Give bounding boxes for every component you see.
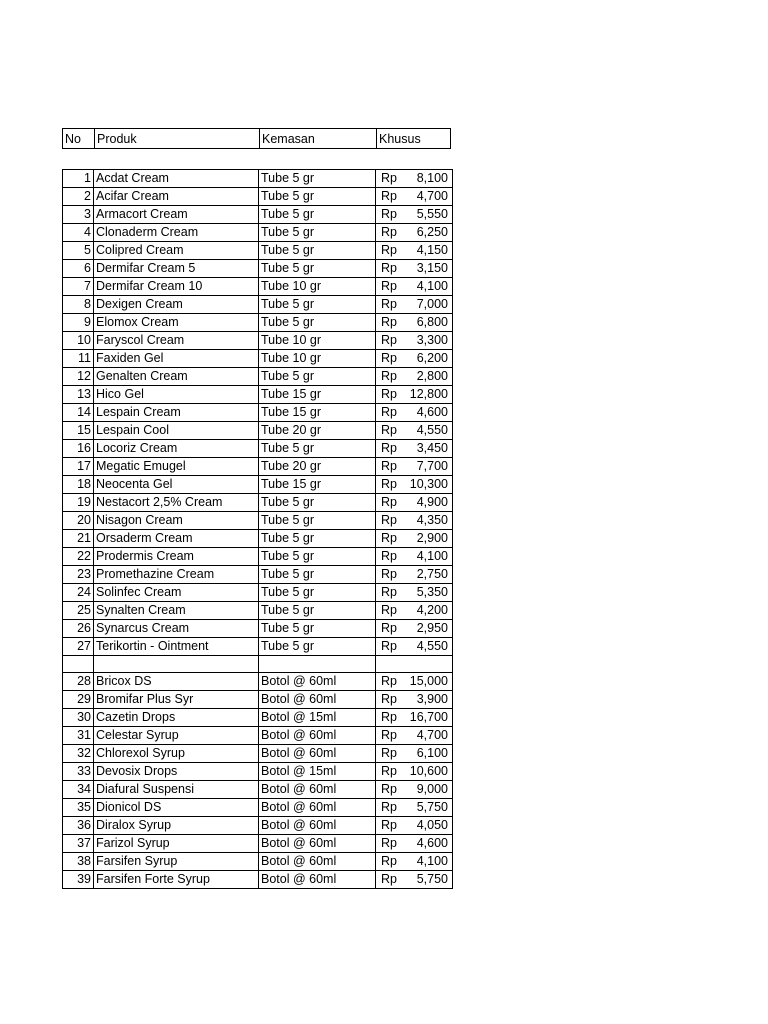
table-row	[63, 296, 453, 314]
header-khusus: Khusus	[376, 129, 450, 148]
table-row	[63, 799, 453, 817]
cell-no[interactable]: 7	[63, 278, 94, 296]
table-row	[63, 350, 453, 368]
cell-kemasan[interactable]: Tube 5 gr	[259, 206, 376, 224]
cell-produk[interactable]: Orsaderm Cream	[94, 530, 259, 548]
cell-khusus[interactable]	[376, 638, 453, 656]
cell-kemasan[interactable]: Botol @ 60ml	[259, 799, 376, 817]
cell-khusus[interactable]	[376, 404, 453, 422]
cell-kemasan[interactable]: Botol @ 60ml	[259, 691, 376, 709]
cell-no[interactable]: 23	[63, 566, 94, 584]
price-value: 4,550	[416, 423, 448, 437]
table-row	[63, 709, 453, 727]
cell-kemasan[interactable]: Botol @ 15ml	[259, 709, 376, 727]
cell-khusus[interactable]	[376, 494, 453, 512]
cell-khusus[interactable]	[376, 781, 453, 799]
cell-no[interactable]: 2	[63, 188, 94, 206]
cell-khusus[interactable]	[376, 440, 453, 458]
cell-no[interactable]: 16	[63, 440, 94, 458]
table-row	[63, 224, 453, 242]
cell-khusus[interactable]	[376, 296, 453, 314]
cell-kemasan[interactable]	[259, 656, 376, 673]
cell-khusus[interactable]	[376, 584, 453, 602]
price-value: 4,100	[416, 279, 448, 293]
currency-label: Rp	[381, 782, 397, 797]
table-row	[63, 584, 453, 602]
cell-kemasan[interactable]: Tube 5 gr	[259, 620, 376, 638]
price-value: 4,350	[416, 513, 448, 527]
price-value: 3,150	[416, 261, 448, 275]
currency-label: Rp	[381, 441, 397, 455]
currency-label: Rp	[381, 728, 397, 743]
cell-no[interactable]: 24	[63, 584, 94, 602]
cell-khusus[interactable]	[376, 709, 453, 727]
cell-khusus[interactable]	[376, 458, 453, 476]
price-value: 4,700	[416, 189, 448, 203]
cell-produk[interactable]: Prodermis Cream	[94, 548, 259, 566]
cell-khusus[interactable]	[376, 170, 453, 188]
currency-label: Rp	[381, 603, 397, 617]
cell-kemasan[interactable]: Tube 5 gr	[259, 602, 376, 620]
currency-label: Rp	[381, 423, 397, 437]
table-row	[63, 763, 453, 781]
cell-kemasan[interactable]: Tube 5 gr	[259, 512, 376, 530]
currency-label: Rp	[381, 585, 397, 599]
currency-label: Rp	[381, 261, 397, 275]
table-row	[63, 745, 453, 763]
currency-label: Rp	[381, 800, 397, 815]
table-row	[63, 368, 453, 386]
cell-produk[interactable]: Promethazine Cream	[94, 566, 259, 584]
price-value: 4,600	[416, 405, 448, 419]
cell-no[interactable]: 34	[63, 781, 94, 799]
table-row	[63, 494, 453, 512]
cell-no[interactable]: 19	[63, 494, 94, 512]
cell-no[interactable]: 25	[63, 602, 94, 620]
currency-label: Rp	[381, 621, 397, 635]
cell-produk[interactable]: Bricox DS	[94, 673, 259, 691]
cell-produk[interactable]: Synalten Cream	[94, 602, 259, 620]
table-row	[63, 386, 453, 404]
table-row	[63, 458, 453, 476]
price-value: 2,900	[416, 531, 448, 545]
price-value: 2,950	[416, 621, 448, 635]
currency-label: Rp	[381, 369, 397, 383]
cell-produk[interactable]: Faryscol Cream	[94, 332, 259, 350]
cell-khusus[interactable]	[376, 548, 453, 566]
price-value: 4,150	[416, 243, 448, 257]
price-value: 5,550	[416, 207, 448, 221]
cell-kemasan[interactable]: Tube 5 gr	[259, 440, 376, 458]
table-header	[62, 128, 451, 149]
currency-label: Rp	[381, 674, 397, 689]
price-value: 6,250	[416, 225, 448, 239]
cell-produk[interactable]: Dermifar Cream 10	[94, 278, 259, 296]
price-value: 2,750	[416, 567, 448, 581]
cell-no[interactable]: 18	[63, 476, 94, 494]
cell-no[interactable]: 30	[63, 709, 94, 727]
cell-khusus[interactable]	[376, 602, 453, 620]
cell-khusus[interactable]	[376, 673, 453, 691]
cell-khusus[interactable]	[376, 512, 453, 530]
cell-khusus[interactable]	[376, 763, 453, 781]
currency-label: Rp	[381, 513, 397, 527]
cell-kemasan[interactable]: Botol @ 60ml	[259, 835, 376, 853]
cell-no[interactable]: 3	[63, 206, 94, 224]
cell-no[interactable]: 5	[63, 242, 94, 260]
table-row	[63, 314, 453, 332]
cell-kemasan[interactable]: Botol @ 60ml	[259, 871, 376, 889]
cell-khusus[interactable]	[376, 350, 453, 368]
cell-kemasan[interactable]: Tube 20 gr	[259, 422, 376, 440]
cell-no[interactable]: 1	[63, 170, 94, 188]
currency-label: Rp	[381, 872, 397, 887]
cell-kemasan[interactable]: Tube 5 gr	[259, 494, 376, 512]
price-value: 3,900	[416, 692, 448, 707]
cell-kemasan[interactable]: Tube 5 gr	[259, 584, 376, 602]
cell-produk[interactable]: Farizol Syrup	[94, 835, 259, 853]
table-row	[63, 440, 453, 458]
cell-no[interactable]: 8	[63, 296, 94, 314]
cell-no[interactable]: 29	[63, 691, 94, 709]
currency-label: Rp	[381, 854, 397, 869]
cell-khusus[interactable]	[376, 799, 453, 817]
cell-kemasan[interactable]: Botol @ 15ml	[259, 763, 376, 781]
cell-kemasan[interactable]: Botol @ 60ml	[259, 745, 376, 763]
currency-label: Rp	[381, 387, 397, 401]
cell-kemasan[interactable]: Tube 10 gr	[259, 350, 376, 368]
table-row	[63, 548, 453, 566]
cell-kemasan[interactable]: Tube 10 gr	[259, 278, 376, 296]
cell-no[interactable]: 37	[63, 835, 94, 853]
currency-label: Rp	[381, 531, 397, 545]
currency-label: Rp	[381, 836, 397, 851]
currency-label: Rp	[381, 297, 397, 311]
cell-produk[interactable]: Genalten Cream	[94, 368, 259, 386]
currency-label: Rp	[381, 459, 397, 473]
price-value: 7,700	[416, 459, 448, 473]
currency-label: Rp	[381, 549, 397, 563]
cell-produk[interactable]	[94, 656, 259, 673]
currency-label: Rp	[381, 639, 397, 653]
cell-produk[interactable]: Cazetin Drops	[94, 709, 259, 727]
header-produk: Produk	[94, 129, 259, 148]
table-row	[63, 332, 453, 350]
table-row	[63, 817, 453, 835]
cell-khusus[interactable]	[376, 817, 453, 835]
cell-kemasan[interactable]: Botol @ 60ml	[259, 817, 376, 835]
cell-produk[interactable]: Acdat Cream	[94, 170, 259, 188]
cell-kemasan[interactable]: Tube 5 gr	[259, 170, 376, 188]
table-row	[63, 260, 453, 278]
currency-label: Rp	[381, 333, 397, 347]
currency-label: Rp	[381, 746, 397, 761]
table-row	[63, 242, 453, 260]
cell-produk[interactable]: Lespain Cool	[94, 422, 259, 440]
cell-khusus[interactable]	[376, 224, 453, 242]
cell-no[interactable]: 33	[63, 763, 94, 781]
cell-khusus[interactable]	[376, 530, 453, 548]
cell-khusus[interactable]	[376, 745, 453, 763]
price-value: 10,300	[409, 477, 448, 491]
cell-khusus[interactable]	[376, 566, 453, 584]
cell-produk[interactable]: Lespain Cream	[94, 404, 259, 422]
table-row	[63, 530, 453, 548]
cell-khusus[interactable]	[376, 476, 453, 494]
currency-label: Rp	[381, 351, 397, 365]
price-value: 5,750	[416, 800, 448, 815]
cell-produk[interactable]: Solinfec Cream	[94, 584, 259, 602]
cell-no[interactable]: 4	[63, 224, 94, 242]
table-row	[63, 638, 453, 656]
table-row	[63, 620, 453, 638]
cell-no[interactable]	[63, 656, 94, 673]
price-value: 4,100	[416, 549, 448, 563]
table-row	[63, 188, 453, 206]
currency-label: Rp	[381, 207, 397, 221]
cell-kemasan[interactable]: Botol @ 60ml	[259, 853, 376, 871]
price-value: 12,800	[409, 387, 448, 401]
price-value: 16,700	[409, 710, 448, 725]
table-row	[63, 512, 453, 530]
cell-produk[interactable]: Clonaderm Cream	[94, 224, 259, 242]
cell-khusus[interactable]	[376, 242, 453, 260]
cell-khusus[interactable]	[376, 188, 453, 206]
cell-kemasan[interactable]: Tube 5 gr	[259, 566, 376, 584]
price-value: 3,300	[416, 333, 448, 347]
header-no: No	[65, 131, 81, 146]
cell-no[interactable]: 28	[63, 673, 94, 691]
cell-produk[interactable]: Nisagon Cream	[94, 512, 259, 530]
cell-no[interactable]: 31	[63, 727, 94, 745]
cell-khusus[interactable]	[376, 422, 453, 440]
table-row	[63, 781, 453, 799]
currency-label: Rp	[381, 243, 397, 257]
product-table	[62, 169, 453, 889]
cell-no[interactable]: 39	[63, 871, 94, 889]
cell-khusus[interactable]	[376, 835, 453, 853]
currency-label: Rp	[381, 764, 397, 779]
cell-no[interactable]: 13	[63, 386, 94, 404]
cell-kemasan[interactable]: Tube 5 gr	[259, 638, 376, 656]
price-value: 7,000	[416, 297, 448, 311]
cell-produk[interactable]: Chlorexol Syrup	[94, 745, 259, 763]
price-value: 10,600	[409, 764, 448, 779]
table-row	[63, 422, 453, 440]
table-row	[63, 673, 453, 691]
price-value: 3,450	[416, 441, 448, 455]
cell-no[interactable]: 9	[63, 314, 94, 332]
currency-label: Rp	[381, 225, 397, 239]
table-row	[63, 727, 453, 745]
cell-no[interactable]: 14	[63, 404, 94, 422]
price-value: 5,750	[416, 872, 448, 887]
cell-khusus[interactable]	[376, 206, 453, 224]
cell-kemasan[interactable]: Tube 15 gr	[259, 404, 376, 422]
cell-produk[interactable]: Faxiden Gel	[94, 350, 259, 368]
cell-khusus[interactable]	[376, 691, 453, 709]
price-value: 9,000	[416, 782, 448, 797]
cell-no[interactable]: 15	[63, 422, 94, 440]
price-value: 4,050	[416, 818, 448, 833]
cell-kemasan[interactable]: Tube 15 gr	[259, 386, 376, 404]
table-row	[63, 566, 453, 584]
currency-label: Rp	[381, 315, 397, 329]
price-value: 6,100	[416, 746, 448, 761]
product-table-body	[63, 170, 453, 889]
cell-kemasan[interactable]: Tube 5 gr	[259, 548, 376, 566]
currency-label: Rp	[381, 567, 397, 581]
cell-kemasan[interactable]: Tube 10 gr	[259, 332, 376, 350]
cell-produk[interactable]: Farsifen Forte Syrup	[94, 871, 259, 889]
cell-kemasan[interactable]: Tube 5 gr	[259, 260, 376, 278]
table-row	[63, 835, 453, 853]
price-value: 2,800	[416, 369, 448, 383]
cell-kemasan[interactable]: Tube 5 gr	[259, 296, 376, 314]
cell-khusus[interactable]	[376, 314, 453, 332]
cell-produk[interactable]: Acifar Cream	[94, 188, 259, 206]
cell-no[interactable]: 38	[63, 853, 94, 871]
currency-label: Rp	[381, 171, 397, 185]
table-row	[63, 602, 453, 620]
cell-no[interactable]: 6	[63, 260, 94, 278]
cell-no[interactable]: 32	[63, 745, 94, 763]
currency-label: Rp	[381, 692, 397, 707]
table-row	[63, 404, 453, 422]
cell-khusus[interactable]	[376, 727, 453, 745]
cell-no[interactable]: 26	[63, 620, 94, 638]
cell-kemasan[interactable]: Tube 5 gr	[259, 368, 376, 386]
table-row	[63, 206, 453, 224]
cell-no[interactable]: 10	[63, 332, 94, 350]
currency-label: Rp	[381, 279, 397, 293]
table-row	[63, 656, 453, 673]
cell-khusus[interactable]	[376, 656, 453, 673]
price-value: 4,200	[416, 603, 448, 617]
cell-produk[interactable]: Diralox Syrup	[94, 817, 259, 835]
cell-khusus[interactable]	[376, 386, 453, 404]
cell-no[interactable]: 36	[63, 817, 94, 835]
cell-produk[interactable]: Terikortin - Ointment	[94, 638, 259, 656]
cell-khusus[interactable]	[376, 853, 453, 871]
price-value: 8,100	[416, 171, 448, 185]
price-value: 4,900	[416, 495, 448, 509]
cell-kemasan[interactable]: Tube 5 gr	[259, 530, 376, 548]
price-value: 4,700	[416, 728, 448, 743]
header-kemasan: Kemasan	[259, 129, 376, 148]
cell-produk[interactable]: Armacort Cream	[94, 206, 259, 224]
cell-produk[interactable]: Celestar Syrup	[94, 727, 259, 745]
table-row	[63, 871, 453, 889]
cell-khusus[interactable]	[376, 332, 453, 350]
price-value: 6,800	[416, 315, 448, 329]
cell-no[interactable]: 27	[63, 638, 94, 656]
price-value: 4,600	[416, 836, 448, 851]
price-value: 5,350	[416, 585, 448, 599]
table-row	[63, 691, 453, 709]
cell-produk[interactable]: Synarcus Cream	[94, 620, 259, 638]
cell-no[interactable]: 35	[63, 799, 94, 817]
cell-produk[interactable]: Colipred Cream	[94, 242, 259, 260]
cell-produk[interactable]: Nestacort 2,5% Cream	[94, 494, 259, 512]
price-value: 4,550	[416, 639, 448, 653]
cell-kemasan[interactable]: Tube 5 gr	[259, 224, 376, 242]
table-row	[63, 170, 453, 188]
cell-kemasan[interactable]: Botol @ 60ml	[259, 727, 376, 745]
cell-produk[interactable]: Hico Gel	[94, 386, 259, 404]
cell-no[interactable]: 22	[63, 548, 94, 566]
cell-produk[interactable]: Dexigen Cream	[94, 296, 259, 314]
cell-kemasan[interactable]: Tube 15 gr	[259, 476, 376, 494]
cell-produk[interactable]: Elomox Cream	[94, 314, 259, 332]
cell-no[interactable]: 12	[63, 368, 94, 386]
price-value: 15,000	[409, 674, 448, 689]
cell-khusus[interactable]	[376, 871, 453, 889]
price-value: 4,100	[416, 854, 448, 869]
cell-khusus[interactable]	[376, 260, 453, 278]
cell-no[interactable]: 20	[63, 512, 94, 530]
currency-label: Rp	[381, 818, 397, 833]
cell-produk[interactable]: Megatic Emugel	[94, 458, 259, 476]
cell-kemasan[interactable]: Tube 5 gr	[259, 188, 376, 206]
currency-label: Rp	[381, 405, 397, 419]
currency-label: Rp	[381, 477, 397, 491]
table-row	[63, 476, 453, 494]
cell-kemasan[interactable]: Tube 20 gr	[259, 458, 376, 476]
currency-label: Rp	[381, 495, 397, 509]
cell-kemasan[interactable]: Botol @ 60ml	[259, 781, 376, 799]
cell-produk[interactable]: Diafural Suspensi	[94, 781, 259, 799]
currency-label: Rp	[381, 710, 397, 725]
cell-produk[interactable]: Devosix Drops	[94, 763, 259, 781]
price-value: 6,200	[416, 351, 448, 365]
cell-kemasan[interactable]: Botol @ 60ml	[259, 673, 376, 691]
cell-no[interactable]: 21	[63, 530, 94, 548]
cell-khusus[interactable]	[376, 620, 453, 638]
cell-khusus[interactable]	[376, 368, 453, 386]
cell-produk[interactable]: Dermifar Cream 5	[94, 260, 259, 278]
table-row	[63, 853, 453, 871]
currency-label: Rp	[381, 189, 397, 203]
cell-produk[interactable]: Farsifen Syrup	[94, 853, 259, 871]
cell-khusus[interactable]	[376, 278, 453, 296]
cell-produk[interactable]: Bromifar Plus Syr	[94, 691, 259, 709]
cell-produk[interactable]: Dionicol DS	[94, 799, 259, 817]
cell-produk[interactable]: Neocenta Gel	[94, 476, 259, 494]
cell-kemasan[interactable]: Tube 5 gr	[259, 242, 376, 260]
cell-no[interactable]: 11	[63, 350, 94, 368]
cell-kemasan[interactable]: Tube 5 gr	[259, 314, 376, 332]
table-row	[63, 278, 453, 296]
cell-produk[interactable]: Locoriz Cream	[94, 440, 259, 458]
cell-no[interactable]: 17	[63, 458, 94, 476]
